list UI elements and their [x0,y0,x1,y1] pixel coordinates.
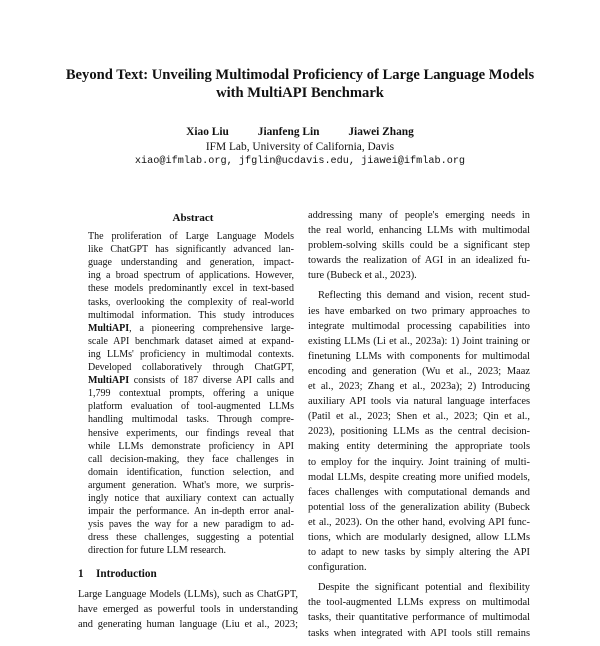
abstract-line: ingly notice that auxiliary context can actually [88,492,294,504]
body-line: to adapt to new tasks by simply altering the API [308,547,530,559]
abstract-heading: Abstract [172,212,214,224]
section-heading-introduction [78,567,298,581]
body-line: Despite the significant potential and flexibility [318,582,530,594]
abstract-line: scale API benchmark dataset aimed at expand- [88,335,294,347]
abstract-line: argument generation. What's more, we surpris- [88,479,294,491]
body-line: Reflecting this demand and vision, recent stud- [318,290,530,302]
multiapi-term: MultiAPI [88,322,130,334]
abstract-line: like ChatGPT has significantly advanced lan- [88,244,294,256]
introduction-body [78,587,298,632]
section-title: Introduction [96,568,157,581]
author-emails: xiao@ifmlab.org, jfglin@ucdavis.edu, jiawei@ifmlab.org [134,156,466,167]
paper-title-line-1: Beyond Text: Unveiling Multimodal Proficiency of Large Language Models [65,67,535,83]
body-line: ture (Bubeck et al., 2023). [308,270,417,282]
paragraph [308,288,530,575]
abstract-line: ing LLMs' proficiency in multimodal contexts. [88,348,294,360]
multiapi-term: MultiAPI [88,375,130,387]
section-number: 1 [78,568,84,581]
body-line: addressing many of people's emerging needs in [308,210,530,221]
abstract-line: ysis paves the way for a new paradigm to ad- [88,519,294,531]
abstract-line: ing a broad spectrum of applications. However, [88,270,294,282]
abstract-line: Developed collaboratively through ChatGPT, [88,362,294,374]
author-name: Jianfeng Lin [257,126,320,138]
paper-title-line-2: with MultiAPI Benchmark [216,85,384,101]
paragraph [308,580,530,640]
abstract-line: direction for future LLM research. [88,545,226,557]
intro-line: Large Language Models (LLMs), such as ChatGPT, [78,589,298,601]
author-names [0,125,600,139]
body-line: configuration. [308,562,367,574]
abstract-line: platform evaluation of tool-augmented LLMs [88,401,294,413]
paper-title [40,66,560,102]
right-column [308,208,530,646]
abstract-line [88,374,294,387]
abstract-line: while LLMs demonstrate proficiency in API [88,440,294,452]
body-line: 2023), positioning LLMs as the central decision- [308,426,530,438]
body-line: (Patil et al., 2023; Shen et al., 2023; Qin et al., [308,411,530,423]
abstract-line: impair the performance. An in-depth error anal- [88,506,294,518]
abstract-line: hensive experiments, our findings reveal that [88,427,294,439]
abstract-line: dress these challenges, suggesting a potential [88,532,294,544]
body-line: tasks when integrated with API tools still remains [308,627,530,639]
body-line: et al., 2023). On the other hand, evolving API func- [308,516,530,528]
body-line: making entity determining the appropriate tools [308,441,530,453]
body-line: potential loss of the generalization ability (Bubeck [308,501,530,513]
body-line: towards the realization of AGI in an idealized fu- [308,255,530,267]
affiliation: IFM Lab, University of California, Davis [205,141,395,153]
body-line: auxiliary API tools via natural language interfaces [308,396,530,408]
intro-line: have emerged as powerful tools in understanding [78,604,298,616]
body-line: ies have embarked on two primary approaches to [308,305,530,317]
body-line: the real world, enhancing LLMs with multimodal [308,225,530,237]
body-line: to employ for the inquiry. Joint training of multi- [308,456,530,468]
abstract-line: The proliferation of Large Language Models [88,231,294,243]
abstract-line: 1,799 contextual prompts, offering a unique [88,388,294,400]
abstract-line-text: consists of 187 diverse API calls and [129,375,294,387]
body-line: tions, which are modularly designed, allow LLMs [308,531,530,543]
abstract-line: domain identification, function selection, and [88,466,294,478]
abstract-line [88,322,294,335]
left-column [78,212,298,632]
body-line: integrate multimodal processing capabilities into [308,320,530,332]
abstract-line: tasks, overlooking the complexity of real-world [88,296,294,308]
body-line: encoding and generation (Wu et al., 2023; Maaz [308,365,530,377]
author-block [0,125,600,169]
body-line: et al., 2023; Zhang et al., 2023a); 2) Introducing [308,381,530,393]
abstract-line-text: , a pioneering comprehensive large- [129,322,294,334]
paragraph [308,208,530,283]
body-line: the tool-augmented LLMs express on multimodal [308,597,530,609]
body-line: existing LLMs (Li et al., 2023a): 1) Joint training or [308,335,530,347]
abstract-line: guage understanding and generation, impact- [88,257,294,269]
body-line: faces challenges with computational demands and [308,486,530,498]
intro-line: and generating human language (Liu et al., 2023; [78,619,298,631]
author-name: Xiao Liu [186,126,229,138]
abstract-line: these models predominantly excel in text-based [88,283,294,295]
abstract-line: handling multimodal tasks. Through compre- [88,414,294,426]
body-line: tasks, their quantitative performance of multimodal [308,612,530,624]
abstract-body [78,230,298,557]
body-line: problem-solving skills could be a significant step [308,240,530,252]
author-name: Jiawei Zhang [348,126,414,138]
body-line: modal LLMs, despite creating more unified models, [308,471,530,483]
body-line: finetuning LLMs with components for multimodal [308,350,530,362]
abstract-line: call decision-making, they face challenges in [88,453,294,465]
abstract-line: multimodal information. This study introduces [88,309,294,321]
